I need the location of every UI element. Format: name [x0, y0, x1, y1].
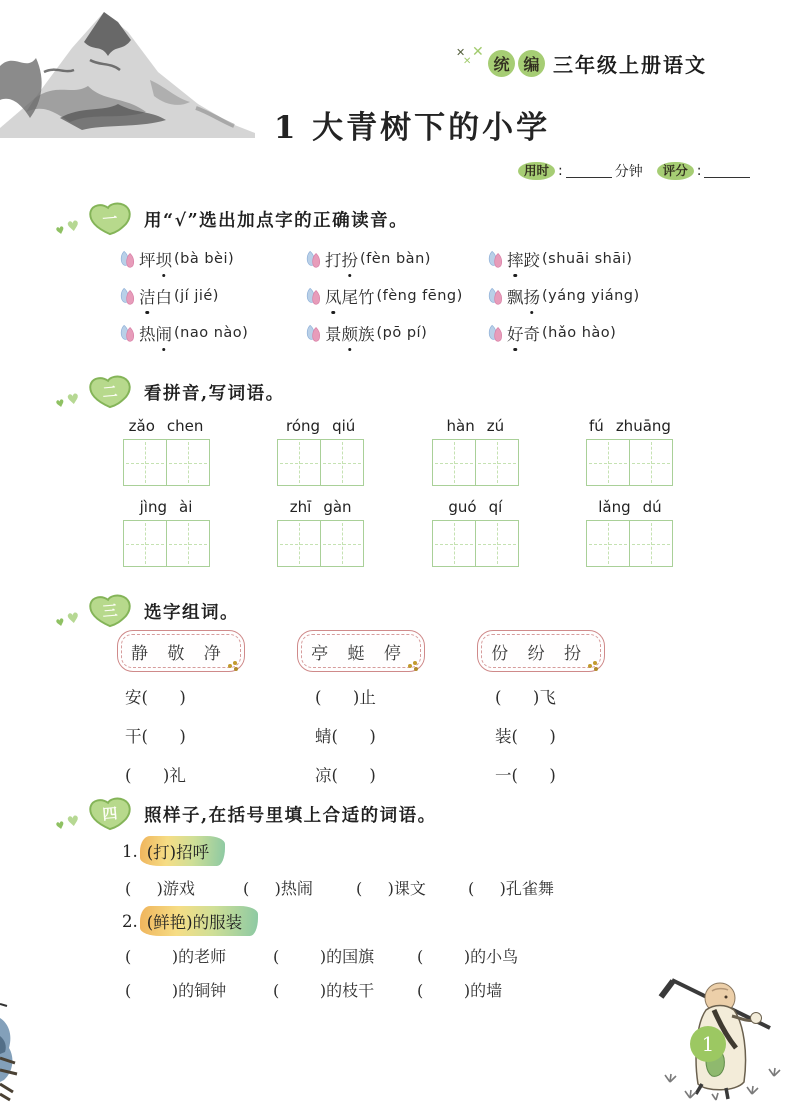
pinyin-options[interactable]: (pō pí)	[376, 325, 428, 341]
choice-box: 亭 蜓 停	[297, 630, 425, 672]
grid-cell[interactable]	[166, 521, 209, 566]
section-two-header	[56, 375, 285, 410]
pinyin-options[interactable]: (shuāi shāi)	[542, 251, 633, 267]
fill-in-item[interactable]: ( )的铜钟	[125, 981, 227, 1000]
fill-in-item[interactable]: ( )止	[315, 688, 376, 707]
word-item: 打扮 (fèn bàn)	[305, 247, 487, 271]
section-number: 二	[101, 381, 119, 402]
grid-cell[interactable]	[320, 440, 363, 485]
writing-grid	[432, 439, 519, 486]
word-item: 洁白 (jí jié)	[119, 284, 305, 308]
shell-icon	[487, 286, 504, 306]
series-title: 三年级上册语文	[553, 52, 707, 77]
edition-char-2: 编	[518, 50, 545, 77]
grid-cell[interactable]	[587, 440, 629, 485]
choice-box: 静 敬 净	[117, 630, 245, 672]
page-number: 1	[701, 1032, 715, 1056]
section-number: 四	[101, 803, 119, 824]
fill-in-item[interactable]: ( )热闹	[243, 879, 313, 898]
dots-decor-icon	[233, 661, 237, 665]
grid-cell[interactable]	[433, 521, 475, 566]
section-number: 三	[101, 600, 119, 621]
edition-badge	[456, 44, 707, 78]
writing-grid	[123, 439, 210, 486]
fill-in-grid	[125, 684, 556, 786]
pinyin-options[interactable]: (fèng fēng)	[376, 288, 463, 304]
word-item: 摔跤 (shuāi shāi)	[487, 247, 739, 271]
section-heading: 用“√”选出加点字的正确读音。	[144, 211, 409, 231]
example-highlight: (鲜艳)的服装	[140, 906, 258, 936]
time-score-line	[518, 161, 750, 181]
grid-cell[interactable]	[587, 521, 629, 566]
dotted-char: 坝	[155, 251, 172, 270]
pinyin-block: guó qí	[431, 498, 519, 567]
word-item: 飘扬 (yáng yiáng)	[487, 284, 739, 308]
grid-cell[interactable]	[475, 440, 518, 485]
section-number-leaf-icon	[86, 594, 134, 629]
fill-in-item[interactable]: 安( )	[125, 688, 186, 707]
fill-in-row	[125, 978, 502, 1001]
fill-in-row	[125, 944, 518, 967]
fill-in-item[interactable]: 蜻( )	[315, 727, 376, 746]
pinyin-block: zhī gàn	[277, 498, 365, 567]
grid-cell[interactable]	[629, 440, 672, 485]
dotted-char: 扮	[341, 251, 358, 270]
colon: :	[558, 163, 563, 179]
fill-in-item[interactable]: ( )课文	[356, 879, 426, 898]
pinyin-options[interactable]: (hǎo hào)	[542, 325, 617, 341]
edition-char-1: 统	[488, 50, 515, 77]
fill-in-item[interactable]: ( )游戏	[125, 879, 195, 898]
section-number-leaf-icon	[86, 202, 134, 237]
grid-cell[interactable]	[278, 521, 320, 566]
word-item: 凤尾竹 (fèng fēng)	[305, 284, 487, 308]
section-number-leaf-icon	[86, 375, 134, 410]
hearts-decor-icon: ♥ ♥	[54, 391, 81, 411]
fill-in-item[interactable]: ( )飞	[495, 688, 556, 707]
page-number-badge	[690, 1026, 726, 1062]
dotted-char: 闹	[155, 325, 172, 344]
dotted-char: 凤	[325, 288, 342, 307]
example-1	[122, 836, 225, 866]
score-label-badge: 评分	[657, 162, 694, 181]
dotted-char: 洁	[139, 288, 156, 307]
hearts-decor-icon: ♥ ♥	[54, 218, 81, 238]
fill-in-item[interactable]: 干( )	[125, 727, 186, 746]
pinyin-options[interactable]: (yáng yiáng)	[542, 288, 640, 304]
shell-icon	[305, 323, 322, 343]
writing-grid	[586, 439, 673, 486]
sparkle-icon: ✕ ✕ ✕	[456, 44, 484, 67]
example-2	[122, 906, 258, 936]
dotted-char: 扬	[523, 288, 540, 307]
shell-icon	[119, 323, 136, 343]
pinyin-block: zǎo chen	[122, 417, 210, 486]
time-unit: 分钟	[614, 164, 643, 180]
dotted-char: 好	[507, 325, 524, 344]
section-heading: 看拼音,写词语。	[144, 384, 285, 404]
score-blank-field[interactable]	[704, 164, 750, 178]
fill-in-item[interactable]: ( )礼	[125, 766, 186, 785]
fill-in-item[interactable]: 凉( )	[315, 766, 376, 785]
fill-in-item[interactable]: 一( )	[495, 766, 556, 785]
writing-grid	[123, 520, 210, 567]
grid-cell[interactable]	[124, 440, 166, 485]
pinyin-block: róng qiú	[277, 417, 365, 486]
character-choice-boxes	[117, 630, 605, 672]
page-title: 1 大青树下的小学	[273, 110, 551, 146]
fill-in-item[interactable]: 装( )	[495, 727, 556, 746]
word-item: 坪坝 (bà bèi)	[119, 247, 305, 271]
writing-grid	[277, 520, 364, 567]
grid-cell[interactable]	[433, 440, 475, 485]
choice-box: 份 纷 扮	[477, 630, 605, 672]
example-number: 1.	[122, 841, 138, 861]
time-label-badge: 用时	[518, 162, 555, 181]
fill-in-row	[125, 876, 554, 899]
dots-decor-icon	[593, 661, 597, 665]
grid-cell[interactable]	[629, 521, 672, 566]
hearts-decor-icon: ♥ ♥	[54, 813, 81, 833]
pinyin-block: fú zhuāng	[586, 417, 674, 486]
word-item: 景颇族 (pō pí)	[305, 321, 487, 345]
pinyin-options[interactable]: (fèn bàn)	[360, 251, 431, 267]
reading-choice-list	[119, 247, 739, 345]
pinyin-write-row	[122, 417, 674, 486]
fill-in-item[interactable]: ( )的墙	[417, 981, 503, 1000]
fill-in-item[interactable]: ( )的国旗	[273, 947, 375, 966]
dots-decor-icon	[413, 661, 417, 665]
shell-icon	[487, 323, 504, 343]
pinyin-block: lǎng dú	[586, 498, 674, 567]
writing-grid	[432, 520, 519, 567]
shell-icon	[305, 249, 322, 269]
example-number: 2.	[122, 911, 138, 931]
grid-cell[interactable]	[124, 521, 166, 566]
section-three-header	[56, 594, 239, 629]
time-blank-field[interactable]	[566, 164, 612, 178]
section-heading: 选字组词。	[144, 603, 239, 623]
fill-in-item[interactable]: ( )的枝干	[273, 981, 375, 1000]
dotted-char: 摔	[507, 251, 524, 270]
section-heading: 照样子,在括号里填上合适的词语。	[144, 806, 437, 826]
pinyin-options[interactable]: (nao nào)	[174, 325, 249, 341]
section-four-header	[56, 797, 437, 832]
pinyin-write-row	[122, 498, 674, 567]
corner-watercolor-icon	[0, 996, 26, 1106]
hearts-decor-icon: ♥ ♥	[54, 610, 81, 630]
example-highlight: (打)招呼	[140, 836, 225, 866]
colon: :	[696, 163, 702, 179]
shell-icon	[119, 249, 136, 269]
section-one-header	[56, 202, 408, 237]
pinyin-options[interactable]: (bà bèi)	[174, 251, 235, 267]
pinyin-options[interactable]: (jí jié)	[174, 288, 219, 304]
section-number: 一	[101, 208, 119, 229]
pinyin-block: hàn zú	[431, 417, 519, 486]
grid-cell[interactable]	[166, 440, 209, 485]
word-item: 热闹 (nao nào)	[119, 321, 305, 345]
dotted-char: 颇	[341, 325, 358, 344]
grid-cell[interactable]	[320, 521, 363, 566]
pinyin-block: jìng ài	[122, 498, 210, 567]
shell-icon	[305, 286, 322, 306]
fill-in-item[interactable]: ( )的小鸟	[417, 947, 519, 966]
shell-icon	[487, 249, 504, 269]
writing-grid	[277, 439, 364, 486]
grid-cell[interactable]	[278, 440, 320, 485]
writing-grid	[586, 520, 673, 567]
fill-in-item[interactable]: ( )孔雀舞	[468, 879, 554, 898]
word-item: 好奇 (hǎo hào)	[487, 321, 739, 345]
grid-cell[interactable]	[475, 521, 518, 566]
fill-in-item[interactable]: ( )的老师	[125, 947, 227, 966]
shell-icon	[119, 286, 136, 306]
section-number-leaf-icon	[86, 797, 134, 832]
